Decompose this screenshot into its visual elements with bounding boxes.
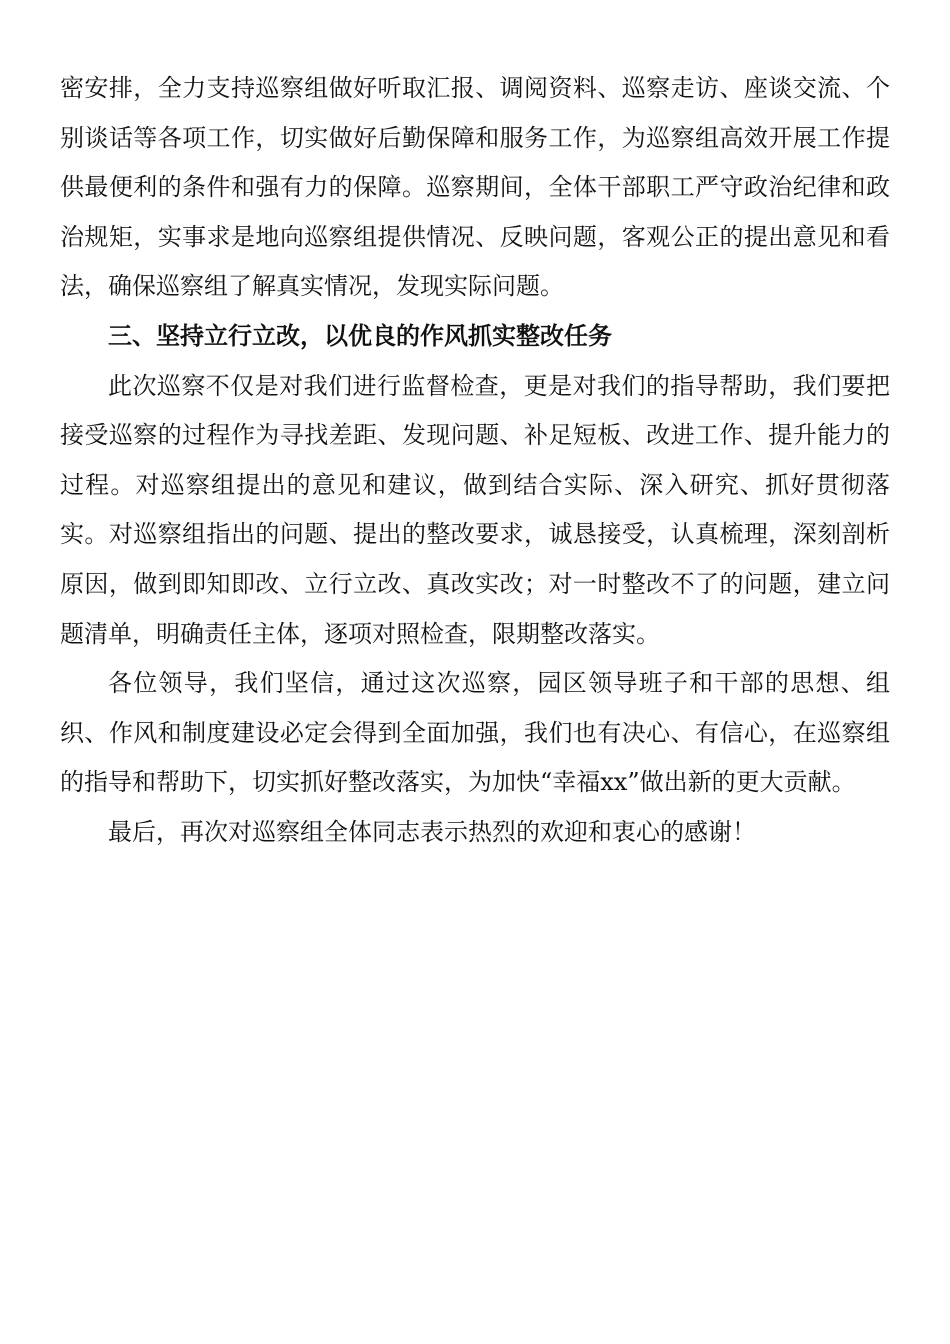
document-page	[60, 64, 890, 858]
section-heading-three: 三、坚持立行立改，以优良的作风抓实整改任务	[108, 321, 612, 350]
paragraph-support-arrangements: 密安排，全力支持巡察组做好听取汇报、调阅资料、巡察走访、座谈交流、个别谈话等各项工作，切实做好后勤保障和服务工作，为巡察组高效开展工作提供最便利的条件和强有力的保障。巡察期间，全体干部职工严守政治纪律和政治规矩，实事求是地向巡察组提供情况、反映问题，客观公正的提出意见和看法，确保巡察组了解真实情况，发现实际问题。	[60, 74, 890, 301]
paragraph-closing-thanks: 最后，再次对巡察组全体同志表示热烈的欢迎和衷心的感谢！	[108, 817, 756, 846]
paragraph-rectification: 此次巡察不仅是对我们进行监督检查，更是对我们的指导帮助，我们要把接受巡察的过程作为寻找差距、发现问题、补足短板、改进工作、提升能力的过程。对巡察组提出的意见和建议，做到结合实际、深入研究、抓好贯彻落实。对巡察组指出的问题、提出的整改要求，诚恳接受，认真梳理，深刻剖析原因，做到即知即改、立行立改、真改实改；对一时整改不了的问题，建立问题清单，明确责任主体，逐项对照检查，限期整改落实。	[60, 371, 890, 648]
paragraph-confidence: 各位领导，我们坚信，通过这次巡察，园区领导班子和干部的思想、组织、作风和制度建设必定会得到全面加强，我们也有决心、有信心，在巡察组的指导和帮助下，切实抓好整改落实，为加快“幸福xx”做出新的更大贡献。	[60, 669, 890, 797]
